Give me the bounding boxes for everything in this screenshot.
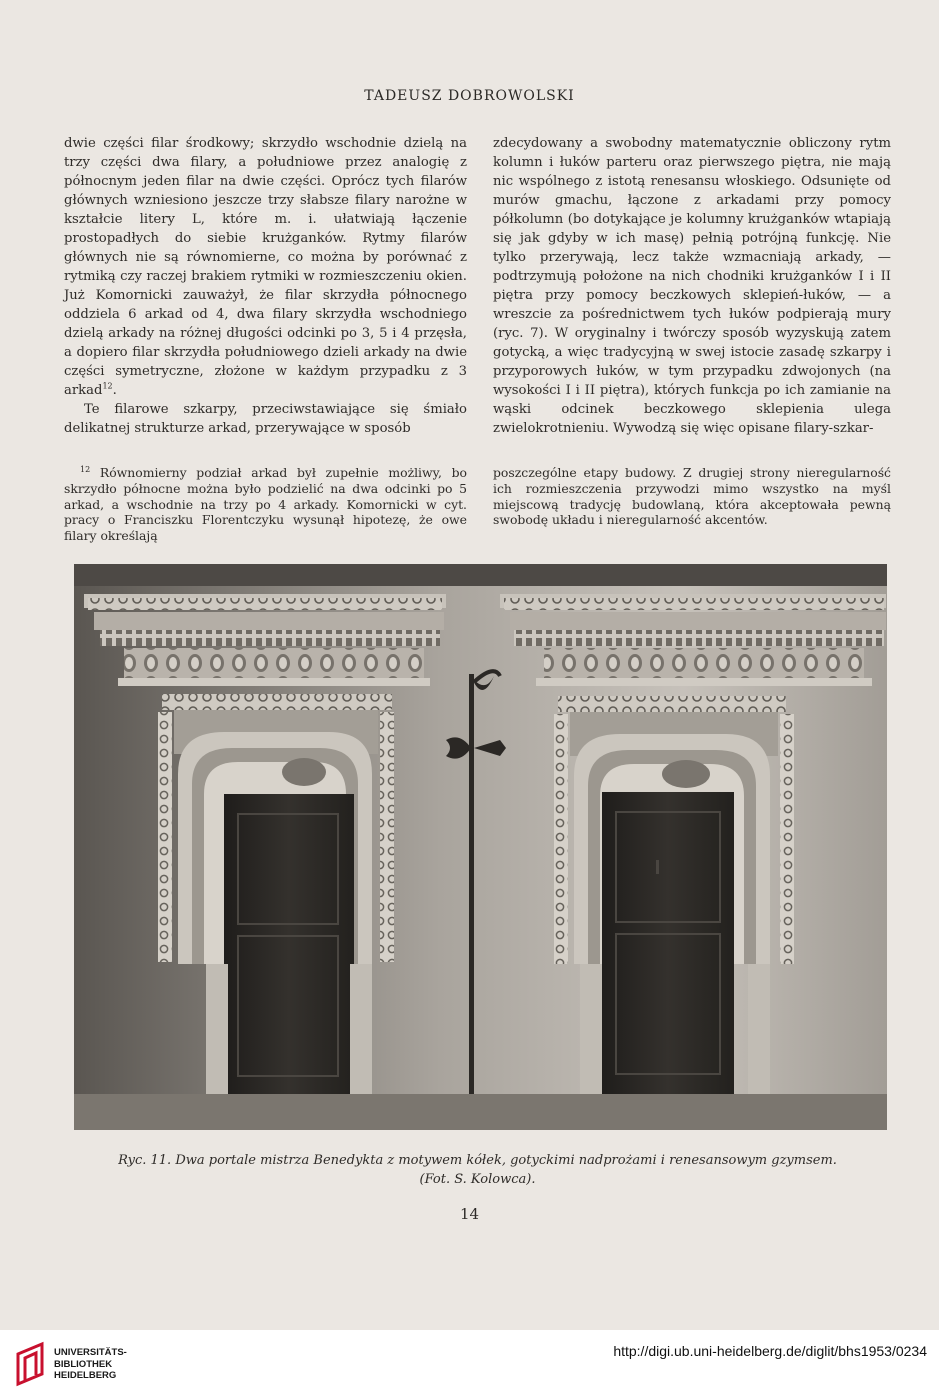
library-line: UNIVERSITÄTS- [54, 1347, 127, 1358]
portal-photograph [74, 564, 887, 1130]
footnote-ref[interactable]: 12 [102, 381, 113, 391]
paragraph-end: . [112, 383, 117, 398]
body-column-left [64, 134, 467, 438]
running-head: TADEUSZ DOBROWOLSKI [364, 88, 575, 104]
library-line: BIBLIOTHEK [54, 1358, 113, 1370]
library-name[interactable] [54, 1347, 127, 1382]
page-number: 14 [459, 1205, 480, 1223]
footnote-text: Równomierny podział arkad był zupełnie możliwy, bo skrzydło północne można było podzielić na dwa odcinki po 5 arkad, a wschodnie na trzy po 4 arkady. Komornicki w cyt. pracy o Franciszku Florentczyku wysunął hipotezę, że owe filary określają [64, 465, 467, 544]
paragraph-text: dwie części filar środkowy; skrzydło wschodnie dzielą na trzy części dwa filary, a południowe przez analogię z północnym jeden filar na dwie części. Oprócz tych filarów głównych wzniesiono jeszcze trzy słabsze filary narożne w kształcie litery L, które m. i. ułatwiają łączenie prostopadłych do siebie krużganków. Rytmy filarów głównych nie są równomierne, co można by porównać z rytmiką czy raczej brakiem rytmiki w rozmieszczeniu okien. Już Komornicki zauważył, że filar skrzydła północnego oddziela 6 arkad od 4, dwa filary skrzydła wschodniego dzielą arkady na różnej długości odcinki po 3, 5 i 4 przęsła, a dopiero filar skrzydła południowego dzieli arkady na dwie części symetryczne, złożone w każdym przypadku z 3 arkad [64, 136, 467, 398]
figure-caption [64, 1151, 891, 1189]
paragraph: Te filarowe szkarpy, przeciwstawiające się śmiało delikatnej strukturze arkad, przerywające w sposób [64, 402, 467, 436]
source-url-link[interactable]: http://digi.ub.uni-heidelberg.de/diglit/bhs1953/0234 [613, 1343, 927, 1359]
caption-line: Ryc. 11. Dwa portale mistrza Benedykta z motywem kółek, gotyckimi nadprożami i renesansowym gzymsem. [118, 1153, 837, 1168]
paragraph: zdecydowany a swobodny matematycznie obliczony rytm kolumn i łuków parteru oraz pierwszego piętra, nie mają nic wspólnego z istotą renesansu włoskiego. Odsunięte od murów gmachu, łączone z arkadami przy pomocy półkolumn (bo dotykające je kolumny krużganków wtapiają się jak gdyby w ich masę) pełnią potrójną funkcję. Nie tylko przerywają, lecz także wzmacniają arkady, — podtrzymują położone na nich chodniki krużganków I i II piętra przy pomocy beczkowych sklepień-łuków, — a wreszcie za pośrednictwem tych łuków podpierają mury (ryc. 7). W oryginalny i twórczy sposób wyzyskują zatem gotycką, a więc tradycyjną w swej istocie zasadę szkarpy i przyporowych łuków, w tym przypadku zdwojonych (na wysokości I i II piętra), których funkcja po ich zamianie na wąski odcinek beczkowego sklepienia ulega zwielokrotnieniu. Wywodzą się więc opisane filary-szkar- [493, 136, 891, 436]
digitization-footer [0, 1330, 939, 1398]
photo-credit: (Fot. S. Kolowca). [419, 1172, 536, 1187]
footnote-left [64, 465, 467, 544]
paragraph [64, 134, 467, 400]
library-line: HEIDELBERG [54, 1370, 117, 1381]
footnote-right: poszczególne etapy budowy. Z drugiej strony nieregularność ich rozmieszczenia przywodzi mimo wszystko na myśl miejscową tradycję budowlaną, która akceptowała pewną swobodę układu i nieregularność akcentów. [493, 465, 891, 528]
body-column-right [493, 134, 891, 438]
library-logo-icon [12, 1340, 48, 1388]
footnote-number: 12 [80, 464, 91, 474]
